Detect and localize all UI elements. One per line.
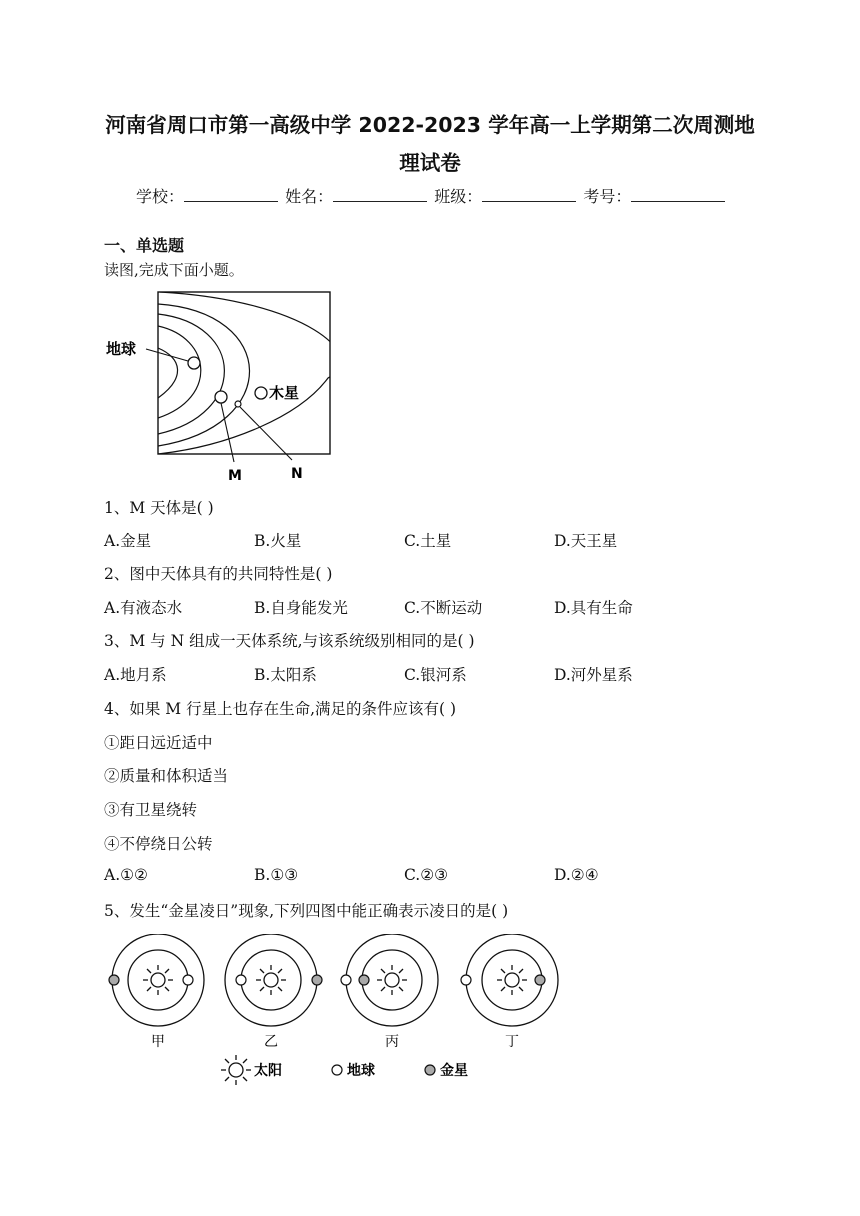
student-info-fields bbox=[136, 184, 727, 207]
venus-dot bbox=[359, 975, 369, 985]
jupiter-planet bbox=[255, 387, 267, 399]
question-1: 1、M 天体是( ) bbox=[104, 499, 214, 517]
earth-dot bbox=[236, 975, 246, 985]
question-3: 3、M 与 N 组成一天体系统,与该系统级别相同的是( ) bbox=[104, 632, 475, 650]
q3-option-c[interactable]: C.银河系 bbox=[404, 666, 467, 684]
sun-icon bbox=[221, 1055, 251, 1085]
school-label: 学校： bbox=[136, 187, 185, 206]
exam-no-blank[interactable] bbox=[631, 187, 725, 202]
earth-pointer bbox=[146, 349, 188, 361]
legend-sun-label: 太阳 bbox=[254, 1063, 282, 1079]
panel-ding bbox=[461, 934, 558, 1026]
venus-dot bbox=[312, 975, 322, 985]
sun-icon bbox=[256, 965, 286, 995]
venus-transit-diagram bbox=[100, 934, 580, 1094]
panel-yi bbox=[225, 934, 322, 1026]
venus-dot bbox=[535, 975, 545, 985]
n-label: N bbox=[291, 466, 303, 482]
sun-icon bbox=[377, 965, 407, 995]
earth-dot bbox=[341, 975, 351, 985]
q2-option-d[interactable]: D.具有生命 bbox=[554, 599, 633, 617]
panel-label-bing: 丙 bbox=[385, 1034, 399, 1050]
earth-label: 地球 bbox=[106, 340, 137, 358]
q1-option-c[interactable]: C.土星 bbox=[404, 532, 452, 550]
question-2: 2、图中天体具有的共同特性是( ) bbox=[104, 565, 333, 583]
intro-text: 读图,完成下面小题。 bbox=[104, 261, 244, 279]
sun-icon bbox=[143, 965, 173, 995]
q4-statement-3: ③有卫星绕转 bbox=[104, 801, 198, 819]
legend-venus-label: 金星 bbox=[440, 1063, 468, 1079]
earth-planet bbox=[188, 357, 200, 369]
legend-earth-label: 地球 bbox=[347, 1063, 375, 1079]
q1-option-a[interactable]: A.金星 bbox=[104, 532, 152, 550]
q1-option-b[interactable]: B.火星 bbox=[254, 532, 302, 550]
q3-option-a[interactable]: A.地月系 bbox=[104, 666, 167, 684]
n-satellite bbox=[235, 401, 241, 407]
venus-legend-icon bbox=[425, 1065, 435, 1075]
sun-icon bbox=[497, 965, 527, 995]
name-blank[interactable] bbox=[333, 187, 427, 202]
panel-jia bbox=[109, 934, 204, 1026]
legend bbox=[221, 1055, 468, 1085]
m-label: M bbox=[228, 468, 242, 484]
q2-option-c[interactable]: C.不断运动 bbox=[404, 599, 483, 617]
venus-dot bbox=[109, 975, 119, 985]
exam-no-label: 考号： bbox=[583, 187, 632, 206]
q4-option-c[interactable]: C.②③ bbox=[404, 866, 449, 884]
title-line-2: 理试卷 bbox=[399, 151, 461, 175]
q4-option-d[interactable]: D.②④ bbox=[554, 866, 599, 884]
earth-dot bbox=[461, 975, 471, 985]
panel-label-ding: 丁 bbox=[505, 1034, 519, 1050]
q3-option-b[interactable]: B.太阳系 bbox=[254, 666, 317, 684]
q4-option-a[interactable]: A.①② bbox=[104, 866, 148, 884]
class-label: 班级： bbox=[434, 187, 483, 206]
name-label: 姓名： bbox=[285, 187, 334, 206]
q3-option-d[interactable]: D.河外星系 bbox=[554, 666, 633, 684]
school-blank[interactable] bbox=[184, 187, 278, 202]
q1-option-d[interactable]: D.天王星 bbox=[554, 532, 618, 550]
q4-option-b[interactable]: B.①③ bbox=[254, 866, 299, 884]
m-planet bbox=[215, 391, 227, 403]
class-blank[interactable] bbox=[482, 187, 576, 202]
q2-option-b[interactable]: B.自身能发光 bbox=[254, 599, 348, 617]
earth-dot bbox=[183, 975, 193, 985]
earth-legend-icon bbox=[332, 1065, 342, 1075]
q2-option-a[interactable]: A.有液态水 bbox=[104, 599, 183, 617]
page-title bbox=[60, 106, 800, 182]
orbit-diagram bbox=[100, 286, 340, 486]
diagram-frame bbox=[158, 292, 330, 454]
panel-label-jia: 甲 bbox=[151, 1034, 165, 1050]
title-line-1: 河南省周口市第一高级中学 2022-2023 学年高一上学期第二次周测地 bbox=[105, 113, 755, 137]
question-4: 4、如果 M 行星上也存在生命,满足的条件应该有( ) bbox=[104, 700, 457, 718]
orbit-2 bbox=[158, 326, 201, 418]
orbit-4 bbox=[158, 304, 250, 446]
orbit-3 bbox=[158, 314, 224, 434]
section-title: 一、单选题 bbox=[104, 236, 185, 255]
panel-bing bbox=[341, 934, 438, 1026]
panel-label-yi: 乙 bbox=[264, 1034, 278, 1050]
jupiter-label: 木星 bbox=[269, 384, 300, 402]
question-5: 5、发生“金星凌日”现象,下列四图中能正确表示凌日的是( ) bbox=[104, 902, 509, 920]
q4-statement-2: ②质量和体积适当 bbox=[104, 767, 229, 785]
q4-statement-4: ④不停绕日公转 bbox=[104, 835, 213, 853]
q4-statement-1: ①距日远近适中 bbox=[104, 734, 213, 752]
